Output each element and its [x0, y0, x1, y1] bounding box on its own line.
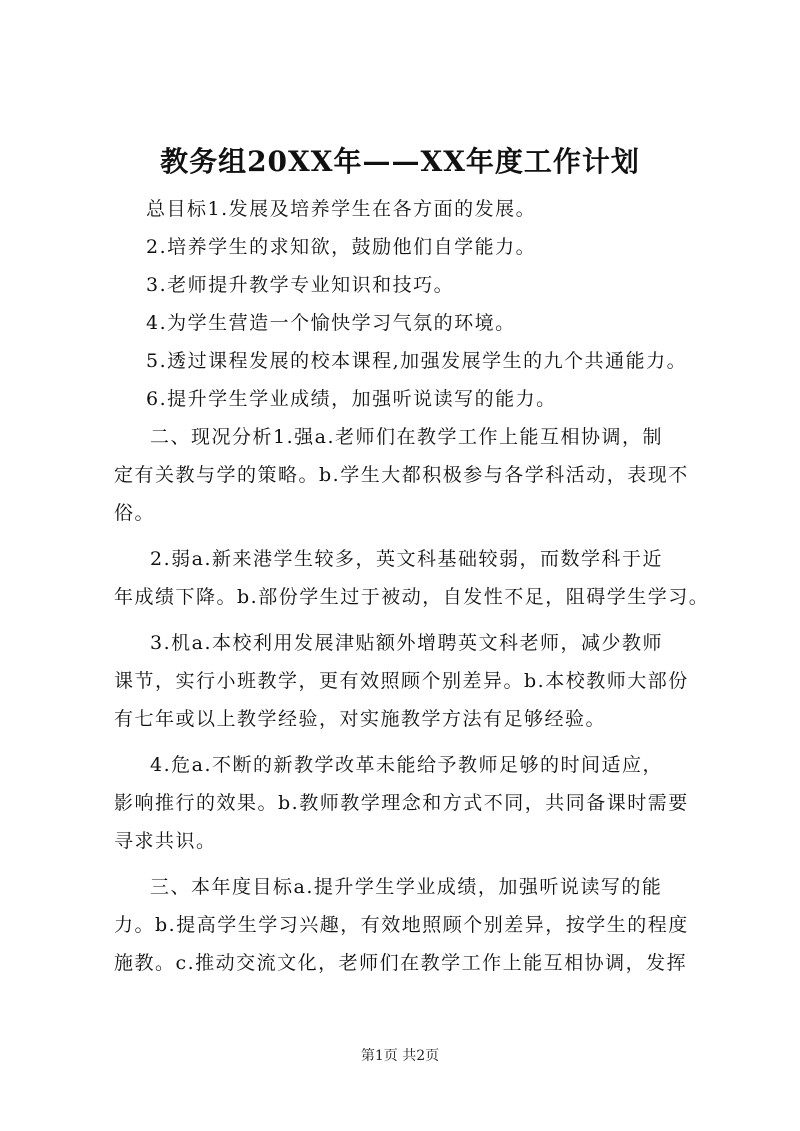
analysis-line: 寻求共识。 — [114, 830, 217, 852]
target-line: 力。b.提高学生学习兴趣，有效地照顾个别差异，按学生的程度 — [114, 914, 689, 936]
target-line: 三、本年度目标a.提升学生学业成绩，加强听说读写的能 — [150, 876, 663, 898]
goal-line: 4.为学生营造一个愉快学习气氛的环境。 — [146, 312, 516, 334]
document-title: 教务组20XX年——XX年度工作计划 — [160, 145, 640, 178]
analysis-line: 3.机a.本校利用发展津贴额外增聘英文科老师，减少教师 — [150, 632, 663, 654]
analysis-line: 课节，实行小班教学，更有效照顾个别差异。b.本校教师大部份 — [114, 670, 689, 692]
goal-line: 6.提升学生学业成绩，加强听说读写的能力。 — [146, 388, 557, 410]
analysis-line: 有七年或以上教学经验，对实施教学方法有足够经验。 — [114, 708, 607, 730]
analysis-line: 二、现况分析1.强a.老师们在教学工作上能互相协调，制 — [150, 426, 663, 448]
analysis-line: 定有关教与学的策略。b.学生大都积极参与各学科活动，表现不 — [114, 464, 689, 486]
analysis-line: 4.危a.不断的新教学改革未能给予教师足够的时间适应， — [150, 754, 663, 776]
document-body — [114, 190, 710, 982]
goal-line: 5.透过课程发展的校本课程,加强发展学生的九个共通能力。 — [146, 350, 688, 372]
goal-line: 3.老师提升教学专业知识和技巧。 — [146, 274, 455, 296]
analysis-line: 年成绩下降。b.部份学生过于被动，自发性不足，阻碍学生学习。 — [114, 586, 710, 608]
target-line: 施教。c.推动交流文化，老师们在教学工作上能互相协调，发挥 — [114, 952, 688, 974]
goal-line: 总目标1.发展及培养学生在各方面的发展。 — [146, 198, 537, 220]
analysis-line: 2.弱a.新来港学生较多，英文科基础较弱，而数学科于近 — [150, 548, 663, 570]
page-footer: 第1页 共2页 — [360, 1048, 440, 1064]
analysis-line: 影响推行的效果。b.教师教学理念和方式不同，共同备课时需要 — [114, 792, 689, 814]
goal-line: 2.培养学生的求知欲，鼓励他们自学能力。 — [146, 236, 537, 258]
analysis-line: 俗。 — [114, 502, 156, 524]
